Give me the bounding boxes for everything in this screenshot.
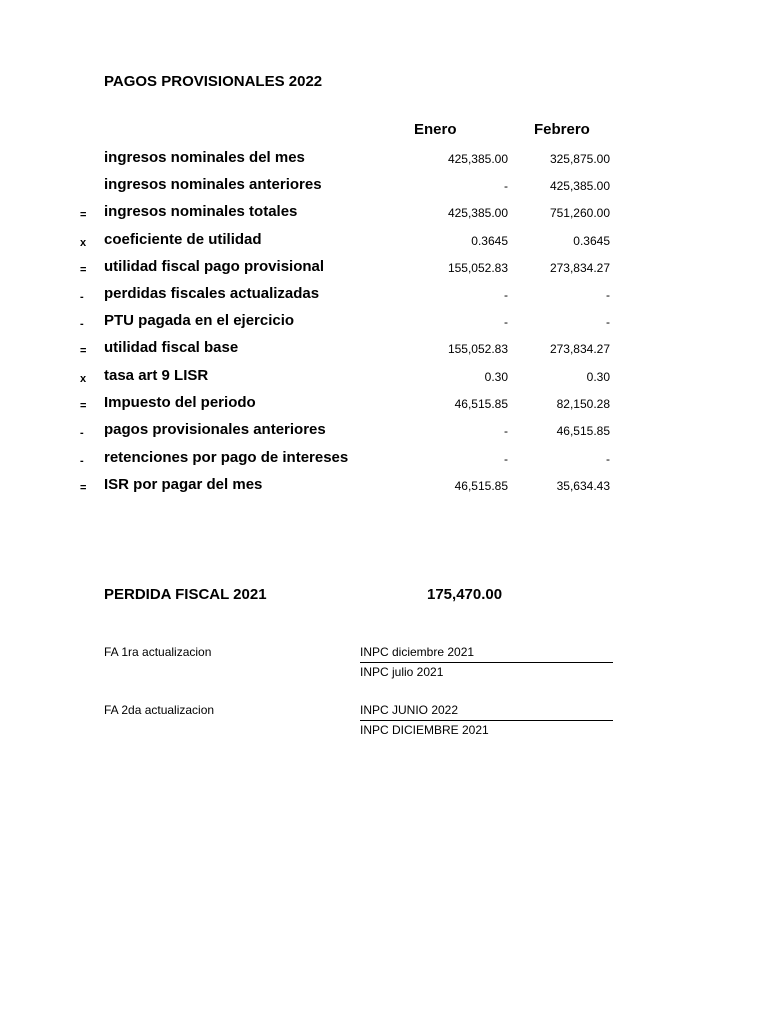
value-febrero: 0.30: [586, 370, 610, 384]
table-row: [0, 149, 768, 176]
row-label: tasa art 9 LISR: [104, 367, 209, 384]
operator: x: [80, 373, 87, 385]
table-row: [0, 312, 768, 339]
operator: =: [80, 482, 87, 494]
operator: -: [80, 455, 84, 467]
value-enero: 425,385.00: [447, 206, 508, 220]
value-febrero: 325,875.00: [549, 152, 610, 166]
row-label: PTU pagada en el ejercicio: [104, 312, 295, 329]
row-label: pagos provisionales anteriores: [104, 421, 326, 438]
value-febrero: 273,834.27: [549, 342, 610, 356]
value-enero: 155,052.83: [447, 261, 508, 275]
value-enero: 425,385.00: [447, 152, 508, 166]
table-row: [0, 449, 768, 476]
table-row: [0, 476, 768, 503]
row-label: coeficiente de utilidad: [104, 231, 262, 248]
table-row: [0, 285, 768, 312]
operator: =: [80, 209, 87, 221]
table-row: [0, 231, 768, 258]
value-enero: 0.3645: [471, 234, 508, 248]
value-febrero: 82,150.28: [556, 397, 610, 411]
perdida-fiscal-label: PERDIDA FISCAL 2021: [104, 586, 267, 603]
value-febrero: 35,634.43: [556, 479, 610, 493]
operator: =: [80, 400, 87, 412]
factor-fraction-1: [360, 645, 613, 681]
row-label: ISR por pagar del mes: [104, 476, 263, 493]
operator: -: [80, 291, 84, 303]
operator: -: [80, 427, 84, 439]
value-enero: 0.30: [484, 370, 508, 384]
row-label: utilidad fiscal base: [104, 339, 239, 356]
column-header-febrero: Febrero: [534, 121, 590, 138]
table-row: [0, 203, 768, 230]
row-label: Impuesto del periodo: [104, 394, 256, 411]
value-febrero: 46,515.85: [556, 424, 610, 438]
value-febrero: -: [606, 315, 610, 329]
value-febrero: -: [606, 288, 610, 302]
row-label: utilidad fiscal pago provisional: [104, 258, 325, 275]
fraction-numerator: INPC diciembre 2021: [360, 645, 613, 663]
table-row: [0, 394, 768, 421]
table-row: [0, 421, 768, 448]
value-enero: 46,515.85: [454, 479, 508, 493]
value-enero: -: [504, 452, 508, 466]
table-row: [0, 367, 768, 394]
factor-fraction-2: [360, 703, 613, 739]
operator: =: [80, 345, 87, 357]
table-row: [0, 339, 768, 366]
row-label: retenciones por pago de intereses: [104, 449, 349, 466]
value-enero: -: [504, 179, 508, 193]
row-label: perdidas fiscales actualizadas: [104, 285, 320, 302]
value-febrero: 751,260.00: [549, 206, 610, 220]
value-febrero: 273,834.27: [549, 261, 610, 275]
row-label: ingresos nominales totales: [104, 203, 298, 220]
fraction-denominator: INPC julio 2021: [360, 665, 444, 679]
factor-label-2: FA 2da actualizacion: [104, 703, 215, 717]
row-label: ingresos nominales del mes: [104, 149, 305, 166]
page-title: PAGOS PROVISIONALES 2022: [104, 73, 323, 90]
operator: =: [80, 264, 87, 276]
value-febrero: 0.3645: [573, 234, 610, 248]
value-enero: -: [504, 315, 508, 329]
value-enero: -: [504, 288, 508, 302]
value-enero: 46,515.85: [454, 397, 508, 411]
operator: -: [80, 318, 84, 330]
row-label: ingresos nominales anteriores: [104, 176, 322, 193]
value-febrero: 425,385.00: [549, 179, 610, 193]
factor-label-1: FA 1ra actualizacion: [104, 645, 212, 659]
table-row: [0, 258, 768, 285]
fraction-numerator: INPC JUNIO 2022: [360, 703, 613, 721]
value-febrero: -: [606, 452, 610, 466]
table-row: [0, 176, 768, 203]
fraction-denominator: INPC DICIEMBRE 2021: [360, 723, 489, 737]
column-header-enero: Enero: [414, 121, 457, 138]
value-enero: -: [504, 424, 508, 438]
value-enero: 155,052.83: [447, 342, 508, 356]
operator: x: [80, 237, 87, 249]
perdida-fiscal-value: 175,470.00: [427, 586, 503, 603]
